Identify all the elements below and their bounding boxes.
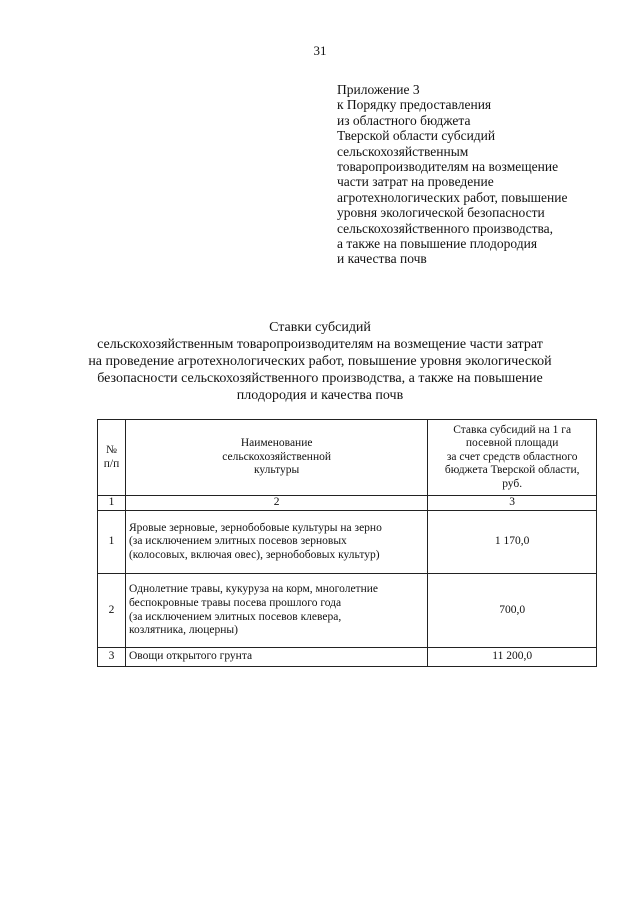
- table-row: [98, 648, 597, 667]
- appendix-line: а также на повышение плодородия: [337, 236, 538, 252]
- appendix-line: из областного бюджета: [337, 112, 471, 128]
- row-number: 2: [98, 574, 126, 648]
- crop-name-line: (колосовых, включая овес), зернобобовых культур): [128, 548, 380, 561]
- appendix-block: [337, 82, 607, 267]
- document-title: [60, 319, 580, 404]
- title-line: на проведение агротехнологических работ, повышение уровня экологической: [88, 354, 552, 369]
- subsidy-rate: 700,0: [428, 574, 597, 648]
- table-row: [98, 574, 597, 648]
- crop-name: [125, 574, 427, 648]
- appendix-line: агротехнологических работ, повышение: [337, 189, 568, 205]
- title-line: безопасности сельскохозяйственного производства, а также на повышение: [97, 371, 543, 386]
- appendix-line: Приложение 3: [337, 82, 420, 97]
- header-number-line: п/п: [103, 457, 120, 470]
- appendix-line: товаропроизводителям на возмещение: [337, 159, 559, 175]
- subsidy-rate: 11 200,0: [428, 648, 597, 667]
- table-header-row: [98, 420, 597, 496]
- appendix-line: сельскохозяйственного производства,: [337, 220, 554, 236]
- page-number: 31: [313, 43, 327, 58]
- subsidy-rates-table: [97, 419, 597, 667]
- crop-name-line: Однолетние травы, кукуруза на корм, многолетние: [128, 583, 378, 596]
- header-crop-line: культуры: [253, 464, 300, 477]
- header-rate-line: посевной площади: [465, 437, 559, 450]
- header-rate-line: бюджета Тверской области,: [444, 464, 580, 477]
- header-number: [98, 420, 126, 496]
- subsidy-rate: 1 170,0: [428, 511, 597, 574]
- header-rate-line: Ставка субсидий на 1 га: [453, 423, 572, 436]
- appendix-line: Тверской области субсидий: [337, 128, 496, 144]
- crop-name-line: (за исключением элитных посевов зерновых: [128, 535, 347, 548]
- header-number-line: №: [105, 443, 117, 456]
- column-number-row: [98, 496, 597, 511]
- header-crop-line: сельскохозяйственной: [222, 450, 332, 463]
- appendix-line: части затрат на проведение: [337, 174, 494, 190]
- crop-name-line: беспокровные травы посева прошлого года: [128, 596, 342, 609]
- appendix-line: уровня экологической безопасности: [337, 205, 545, 221]
- crop-name-line: Овощи открытого грунта: [128, 650, 253, 663]
- header-rate-line: за счет средств областного: [446, 450, 578, 463]
- title-line: сельскохозяйственным товаропроизводителям на возмещение части затрат: [97, 337, 543, 352]
- appendix-line: и качества почв: [337, 251, 427, 267]
- title-line: плодородия и качества почв: [236, 388, 404, 403]
- header-rate-line: руб.: [502, 477, 523, 490]
- crop-name: [125, 648, 427, 667]
- header-crop-name: [125, 420, 427, 496]
- crop-name-line: Яровые зерновые, зернобобовые культуры на зерно: [128, 521, 382, 534]
- crop-name-line: (за исключением элитных посевов клевера,: [128, 610, 342, 623]
- appendix-line: сельскохозяйственным: [337, 143, 469, 159]
- row-number: 3: [98, 648, 126, 667]
- column-number: 2: [125, 496, 427, 511]
- title-line: Ставки субсидий: [269, 320, 371, 335]
- crop-name: [125, 511, 427, 574]
- column-number: 3: [428, 496, 597, 511]
- header-crop-line: Наименование: [240, 437, 313, 450]
- row-number: 1: [98, 511, 126, 574]
- header-rate: [428, 420, 597, 496]
- column-number: 1: [98, 496, 126, 511]
- crop-name-line: козлятника, люцерны): [128, 624, 238, 637]
- appendix-line: к Порядку предоставления: [337, 97, 492, 113]
- table-row: [98, 511, 597, 574]
